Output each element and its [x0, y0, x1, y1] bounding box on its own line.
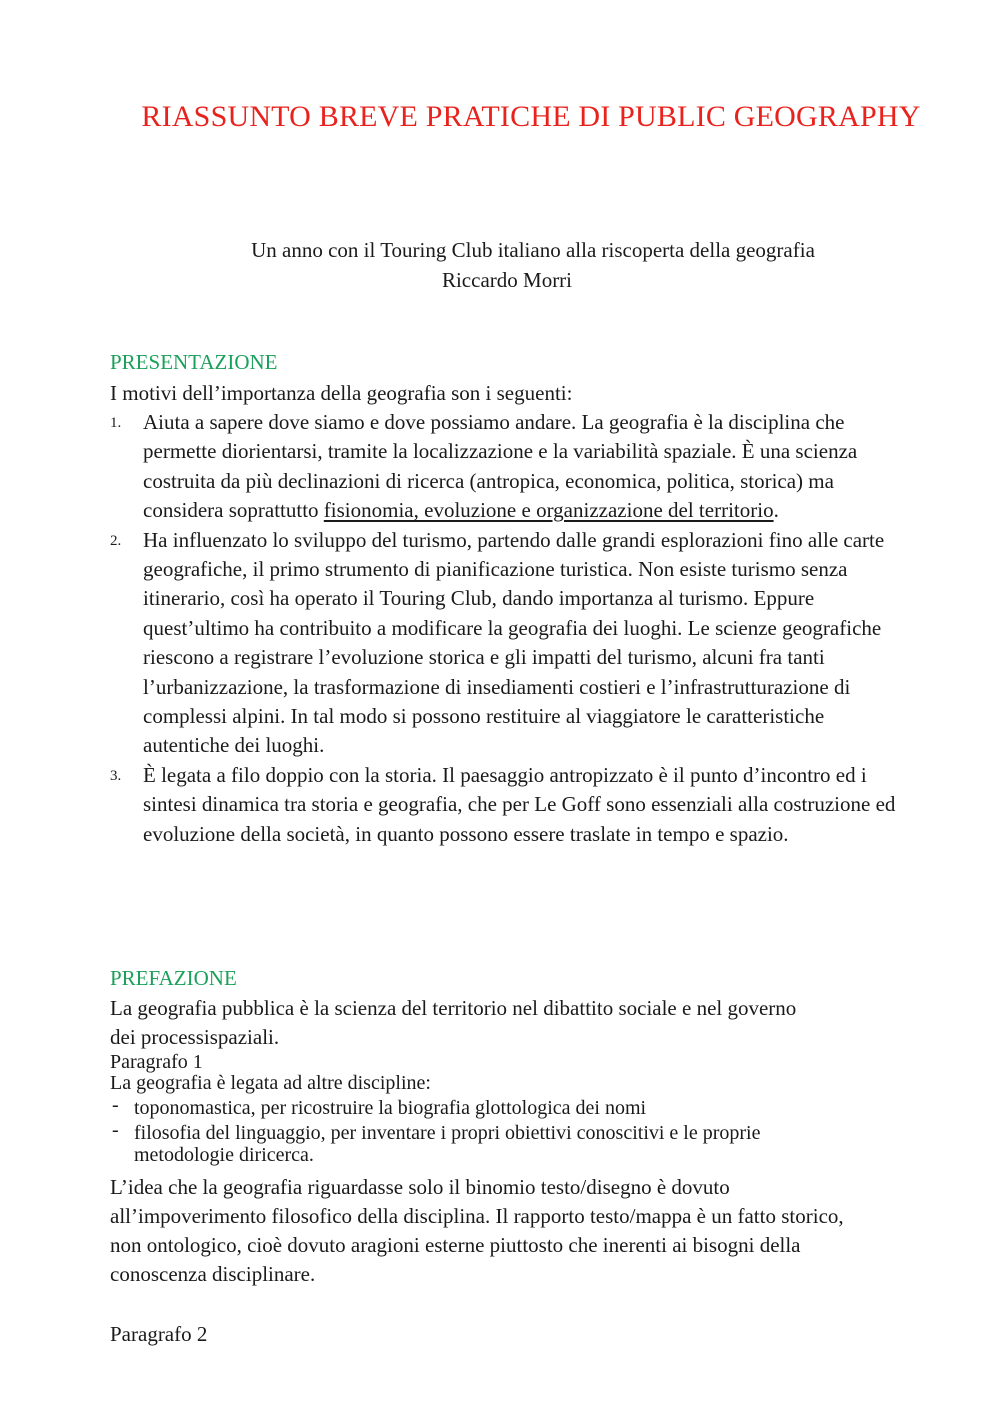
presentazione-intro: I motivi dell’importanza della geografia son i seguenti: — [110, 381, 573, 405]
bullet-dash: - — [112, 1094, 119, 1116]
disciplines-list — [110, 1094, 900, 1166]
list-number: 3. — [110, 767, 122, 784]
list-item — [110, 1119, 814, 1166]
bullet-dash: - — [112, 1119, 119, 1141]
book-title: Un anno con il Touring Club italiano alla riscoperta della geografia — [251, 238, 815, 262]
paragraph-1-label: Paragrafo 1 — [110, 1051, 203, 1073]
list-item — [110, 408, 900, 526]
list-item — [110, 761, 900, 849]
document-title: RIASSUNTO BREVE PRATICHE DI PUBLIC GEOGRAPHY — [141, 100, 921, 133]
list-item — [110, 1094, 900, 1119]
list-item-text: toponomastica, per ricostruire la biografia glottologica dei nomi — [134, 1097, 647, 1119]
list-item-text: filosofia del linguaggio, per inventare i propri obiettivi conoscitivi e le proprie metodologie diricerca. — [134, 1122, 761, 1166]
underlined-text: fisionomia, evoluzione e organizzazione del territorio — [323, 498, 774, 523]
list-item-text: Aiuta a sapere dove siamo e dove possiamo andare. La geografia è la disciplina che permette diorientarsi, tramite la localizzazione e la variabilità spaziale. È una scienza costruita da più declinazioni di ricerca (antropica, economica, politica, storica) ma considera soprattutto — [143, 410, 858, 523]
prefazione-closing: L’idea che la geografia riguardasse solo il binomio testo/disegno è dovuto all’impoverimento filosofico della disciplina. Il rapporto testo/mappa è un fatto storico, non ontologico, cioè dovuto aragioni esterne piuttosto che inerenti ai bisogni della conoscenza disciplinare. — [110, 1175, 844, 1286]
list-number: 1. — [110, 415, 122, 431]
list-item-text-end: . — [773, 498, 779, 523]
heading-presentazione: PRESENTAZIONE — [110, 350, 278, 374]
list-item — [110, 526, 900, 761]
book-author: Riccardo Morri — [441, 268, 573, 292]
paragraph-1-intro: La geografia è legata ad altre discipline: — [110, 1072, 431, 1094]
prefazione-intro: La geografia pubblica è la scienza del territorio nel dibattito sociale e nel governo dei processispaziali. — [110, 996, 797, 1049]
reasons-list — [110, 408, 900, 849]
list-item-text: Ha influenzato lo sviluppo del turismo, partendo dalle grandi esplorazioni fino alle carte geografiche, il primo strumento di pianificazione turistica. Non esiste turismo senza itinerario, così ha operato il Touring Club, dando importanza al turismo. Eppure quest’ultimo ha contribuito a modificare la geografia dei luoghi. Le scienze geografiche riescono a registrare l’evoluzione storica e gli impatti del turismo, alcuni fra tanti l’urbanizzazione, la trasformazione di insediamenti costieri e l’infrastrutturazione di complessi alpini. In tal modo si possono restituire al viaggiatore le caratteristiche autentiche dei luoghi. — [143, 527, 885, 758]
list-item-text: È legata a filo doppio con la storia. Il paesaggio antropizzato è il punto d’incontro ed i sintesi dinamica tra storia e geografia, che per Le Goff sono essenziali alla costruzione ed evoluzione della società, in quanto possono essere traslate in tempo e spazio. — [143, 762, 896, 846]
paragraph-2-label: Paragrafo 2 — [110, 1322, 208, 1346]
heading-prefazione: PREFAZIONE — [110, 966, 237, 990]
list-number: 2. — [110, 532, 122, 549]
